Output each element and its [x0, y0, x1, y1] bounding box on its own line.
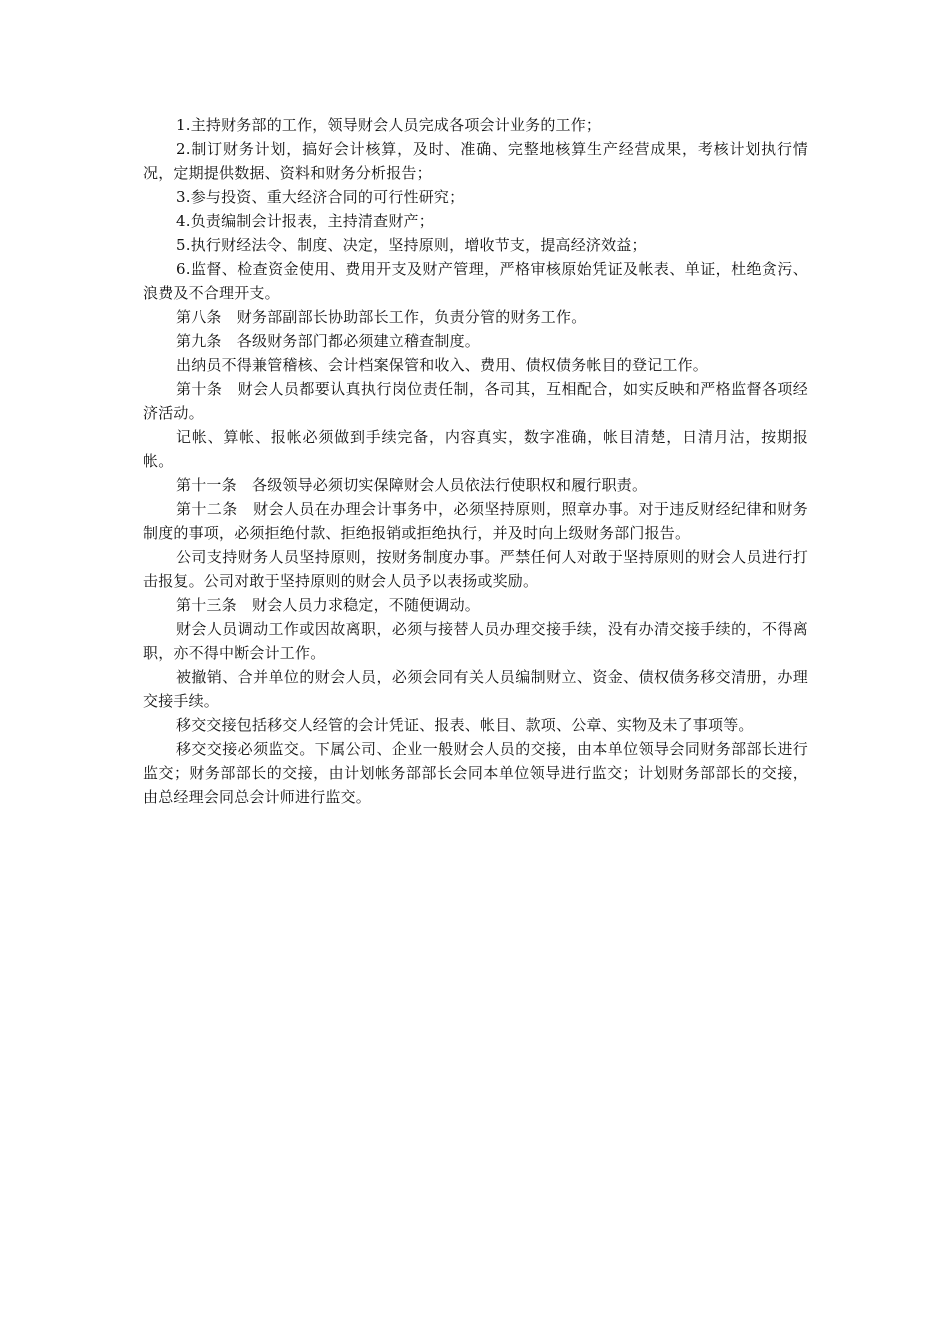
paragraph-duty-6: 6.监督、检查资金使用、费用开支及财产管理，严格审核原始凭证及帐表、单证，杜绝贪污、浪费及不合理开支。: [143, 260, 808, 302]
paragraph-duty-2: 2.制订财务计划，搞好会计核算，及时、准确、完整地核算生产经营成果，考核计划执行情况，定期提供数据、资料和财务分析报告；: [143, 140, 808, 182]
paragraph-duty-1: 1.主持财务部的工作，领导财会人员完成各项会计业务的工作；: [176, 116, 602, 134]
paragraph-article-13: 第十三条 财会人员力求稳定，不随便调动。: [176, 596, 481, 614]
paragraph-article-13-transfer: 财会人员调动工作或因故离职，必须与接替人员办理交接手续，没有办清交接手续的，不得离职，亦不得中断会计工作。: [143, 620, 808, 662]
document-body: [143, 113, 808, 809]
paragraph-duty-5: 5.执行财经法令、制度、决定，坚持原则，增收节支，提高经济效益；: [176, 236, 647, 254]
paragraph-article-13-supervision: 移交交接必须监交。下属公司、企业一般财会人员的交接，由本单位领导会同财务部部长进行监交；财务部部长的交接，由计划帐务部部长会同本单位领导进行监交；计划财务部部长的交接，由总经理会同总会计师进行监交。: [143, 740, 808, 806]
paragraph-duty-3: 3.参与投资、重大经济合同的可行性研究；: [176, 188, 465, 206]
paragraph-article-8: 第八条 财务部副部长协助部长工作，负责分管的财务工作。: [176, 308, 587, 326]
paragraph-article-11: 第十一条 各级领导必须切实保障财会人员依法行使职权和履行职责。: [176, 476, 648, 494]
paragraph-article-13-merger: 被撤销、合并单位的财会人员，必须会同有关人员编制财立、资金、债权债务移交清册，办理交接手续。: [143, 668, 808, 710]
paragraph-article-10: 第十条 财会人员都要认真执行岗位责任制，各司其，互相配合，如实反映和严格监督各项经济活动。: [143, 380, 808, 422]
paragraph-article-10-bookkeeping: 记帐、算帐、报帐必须做到手续完备，内容真实，数字准确，帐目清楚，日清月沽，按期报帐。: [143, 428, 808, 470]
paragraph-article-9-cashier: 出纳员不得兼管稽核、会计档案保管和收入、费用、债权债务帐目的登记工作。: [176, 356, 709, 374]
paragraph-article-9: 第九条 各级财务部门都必须建立稽查制度。: [176, 332, 481, 350]
paragraph-article-12-support: 公司支持财务人员坚持原则，按财务制度办事。严禁任何人对敢于坚持原则的财会人员进行打击报复。公司对敢于坚持原则的财会人员予以表扬或奖励。: [143, 548, 808, 590]
paragraph-duty-4: 4.负责编制会计报表，主持清查财产；: [176, 212, 434, 230]
paragraph-article-13-handover-scope: 移交交接包括移交人经管的会计凭证、报表、帐目、款项、公章、实物及未了事项等。: [176, 716, 754, 734]
paragraph-article-12: 第十二条 财会人员在办理会计事务中，必须坚持原则，照章办事。对于违反财经纪律和财务制度的事项，必须拒绝付款、拒绝报销或拒绝执行，并及时向上级财务部门报告。: [143, 500, 808, 542]
